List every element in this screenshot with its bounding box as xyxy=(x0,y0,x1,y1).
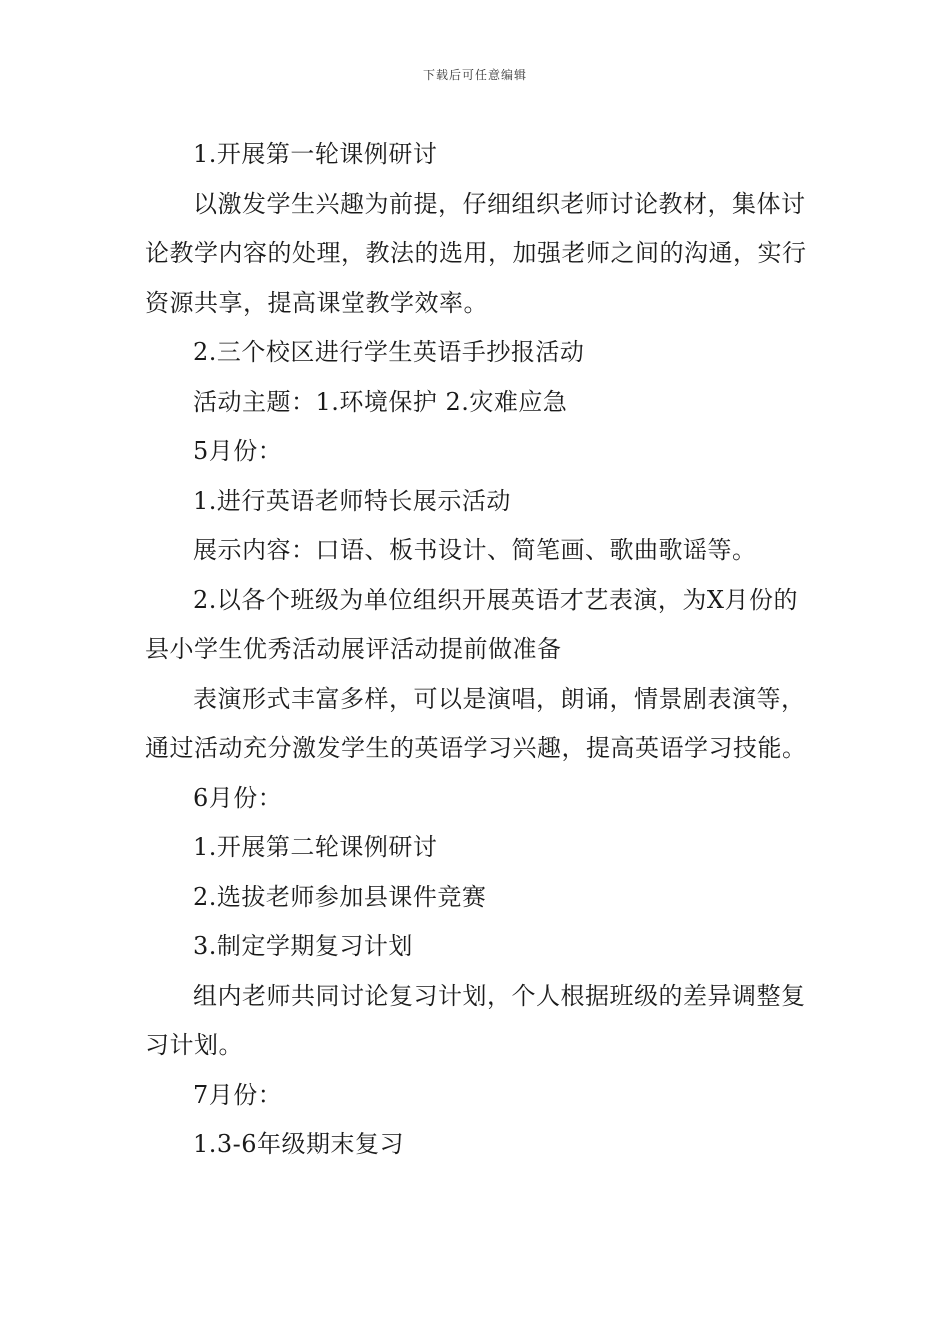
paragraph-show-content: 展示内容：口语、板书设计、简笔画、歌曲歌谣等。 xyxy=(193,536,757,564)
paragraph-courseware-contest: 2.选拔老师参加县课件竞赛 xyxy=(193,882,487,911)
paragraph-round1-lesson-study: 1.开展第一轮课例研讨 xyxy=(193,140,438,168)
paragraph-may-heading: 5月份： xyxy=(193,437,283,465)
paragraph-july-heading: 7月份： xyxy=(193,1080,283,1109)
paragraph-class-performance: 2.以各个班级为单位组织开展英语才艺表演，为X月份的县小学生优秀活动展评活动提前做准备 xyxy=(145,585,798,663)
paragraph-round1-description: 以激发学生兴趣为前提，仔细组织老师讨论教材，集体讨论教学内容的处理，教法的选用，加强老师之间的沟通，实行资源共享，提高课堂教学效率。 xyxy=(145,189,807,317)
paragraph-round2-lesson-study: 1.开展第二轮课例研讨 xyxy=(193,833,438,861)
paragraph-final-review: 1.3-6年级期末复习 xyxy=(193,1130,405,1158)
paragraph-review-plan-detail: 组内老师共同讨论复习计划，个人根据班级的差异调整复习计划。 xyxy=(145,981,806,1059)
header-note: 下载后可任意编辑 xyxy=(422,68,527,82)
paragraph-activity-theme: 活动主题：1.环境保护 2.灾难应急 xyxy=(193,387,568,416)
paragraph-review-plan: 3.制定学期复习计划 xyxy=(193,932,413,960)
paragraph-teacher-talent-show: 1.进行英语老师特长展示活动 xyxy=(193,486,511,515)
paragraph-handcopy-newspaper: 2.三个校区进行学生英语手抄报活动 xyxy=(193,338,585,366)
document-body xyxy=(145,130,810,1170)
paragraph-june-heading: 6月份： xyxy=(193,783,283,812)
paragraph-performance-forms: 表演形式丰富多样，可以是演唱，朗诵，情景剧表演等，通过活动充分激发学生的英语学习兴趣，提高英语学习技能。 xyxy=(145,684,807,762)
